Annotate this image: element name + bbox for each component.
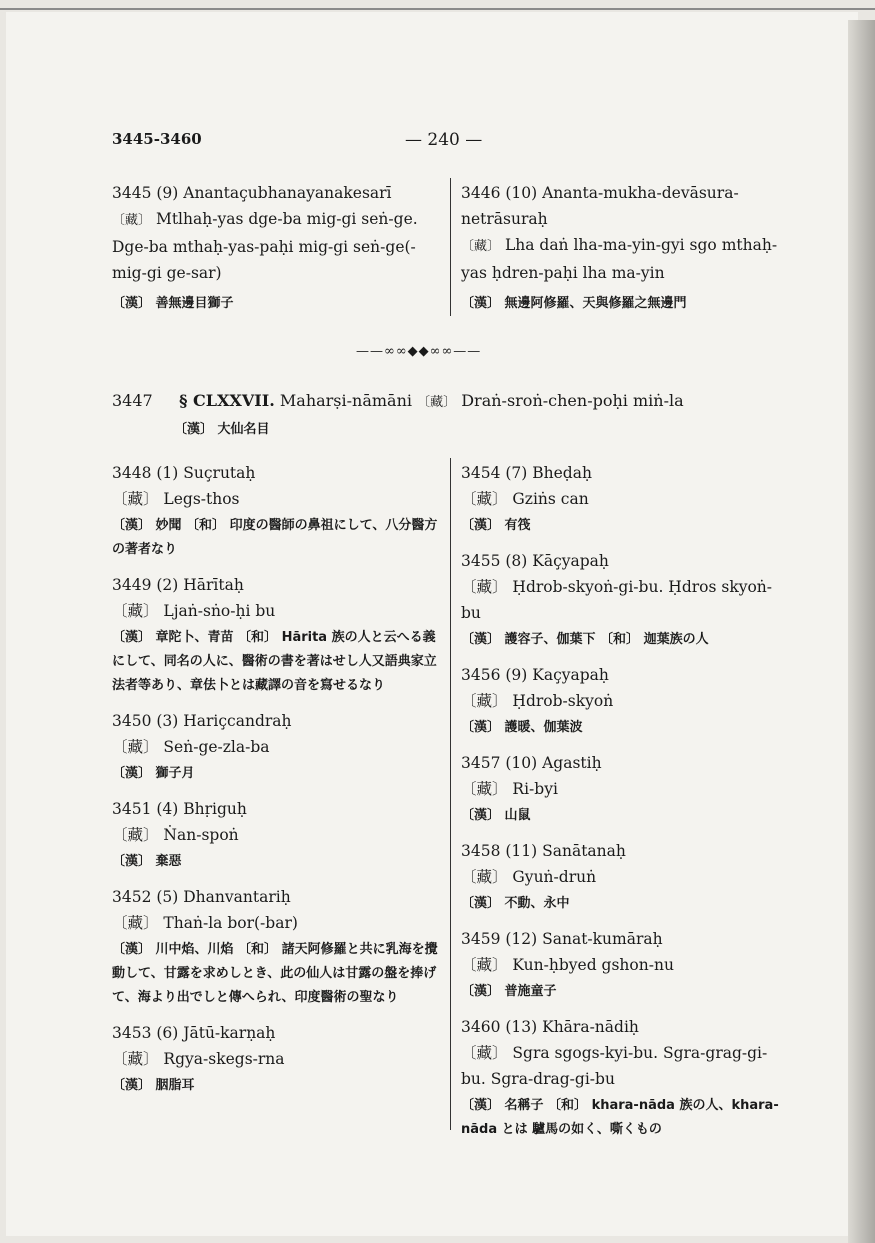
entry-chinese: 〔漢〕 護容子、伽葉下 〔和〕 迦葉族の人 — [461, 632, 709, 647]
section-heading — [112, 388, 684, 442]
list-item — [461, 750, 791, 828]
entry-tibetan: 〔藏〕 Ljaṅ-sṅo-ḥi bu — [112, 602, 276, 620]
entry-chinese: 〔漢〕 獅子月 — [112, 766, 195, 781]
entry-head: 3453 (6) Jātū-karṇaḥ — [112, 1024, 276, 1042]
entry-tibetan: 〔藏〕 Sgra sgogs-kyi-bu. Sgra-grag-gi-bu. Sgra-drag-gi-bu — [461, 1044, 768, 1088]
list-item — [112, 1020, 440, 1098]
entry-head: 3456 (9) Kaçyapaḥ — [461, 666, 609, 684]
section-title: § CLXXVII. — [179, 391, 275, 410]
entry-head: 3448 (1) Suçrutaḥ — [112, 464, 256, 482]
list-item — [112, 708, 440, 786]
section-number: 3447 — [112, 391, 153, 410]
left-column — [112, 460, 440, 1108]
list-item — [461, 548, 791, 652]
entry-tibetan: 〔藏〕 Ṅan-spoṅ — [112, 826, 239, 844]
list-item — [461, 662, 791, 740]
tibetan-label: 〔藏〕 — [112, 213, 152, 228]
top-left-entry — [112, 180, 442, 316]
top-right-entry — [461, 180, 791, 316]
entry-chinese: 〔漢〕 名稱子 〔和〕 khara-nāda 族の人、khara-nāda とは 驢馬の如く、嘶くもの — [461, 1098, 779, 1137]
entry-tibetan: 〔藏〕 Ri-byi — [461, 780, 558, 798]
entry-tibetan: 〔藏〕 Gziṅs can — [461, 490, 589, 508]
entry-head: 3457 (10) Agastiḥ — [461, 754, 602, 772]
list-item — [461, 1014, 791, 1142]
entry-chinese: 〔漢〕 護暖、伽葉波 — [461, 720, 583, 735]
tibetan-text: Mtlhaḥ-yas dge-ba mig-gi seṅ-ge. Dge-ba mthaḥ-yas-paḥi mig-gi seṅ-ge(-mig-gi ge-sar) — [112, 210, 418, 282]
entry-range: 3445-3460 — [112, 130, 202, 148]
top-scan-line — [0, 8, 875, 10]
tibetan-text: Draṅ-sroṅ-chen-poḥi miṅ-la — [461, 391, 684, 410]
entry-head: 3452 (5) Dhanvantariḥ — [112, 888, 291, 906]
list-item — [112, 460, 440, 562]
section-chinese: 〔漢〕 大仙名目 — [174, 422, 270, 437]
entry-tibetan: 〔藏〕 Ḥdrob-skyoṅ-gi-bu. Ḥdros skyoṅ-bu — [461, 578, 773, 622]
entry-tibetan: 〔藏〕 Seṅ-ge-zla-ba — [112, 738, 270, 756]
section-ornament: ——∞∞◆◆∞∞—— — [356, 344, 482, 359]
entry-chinese: 〔漢〕 章陀卜、青苗 〔和〕 Hārita 族の人と云へる義にして、同名の人に、醫術の書を著はせし人又語典家立法者等あり、章佉卜とは藏譯の音を寫せるなり — [112, 630, 437, 693]
entry-tibetan: 〔藏〕 Gyuṅ-druṅ — [461, 868, 597, 886]
entry-head: 3460 (13) Khāra-nādiḥ — [461, 1018, 639, 1036]
entry-chinese: 〔漢〕 普施童子 — [461, 984, 557, 999]
entry-tibetan: 〔藏〕 Ḥdrob-skyoṅ — [461, 692, 614, 710]
tibetan-text: Lha daṅ lha-ma-yin-gyi sgo mthaḥ-yas ḥdren-paḥi lha ma-yin — [461, 236, 778, 282]
entry-head: 3449 (2) Hārītaḥ — [112, 576, 244, 594]
entry-chinese: 〔漢〕 有筏 — [461, 518, 531, 533]
chinese-text: 〔漢〕 無邊阿修羅、天與修羅之無邊門 — [461, 296, 687, 311]
entry-head: 3450 (3) Hariçcandraḥ — [112, 712, 292, 730]
entry-chinese: 〔漢〕 不動、永中 — [461, 896, 570, 911]
list-item — [461, 926, 791, 1004]
entry-head: 3446 (10) Ananta-mukha-devāsura-netrāsuraḥ — [461, 184, 739, 228]
entry-head: 3451 (4) Bhṛiguḥ — [112, 800, 247, 818]
section-name: Maharṣi-nāmāni — [279, 391, 413, 410]
list-item — [112, 884, 440, 1010]
entry-head: 3458 (11) Sanātanaḥ — [461, 842, 626, 860]
tibetan-label: 〔藏〕 — [417, 395, 457, 410]
entry-tibetan: 〔藏〕 Rgya-skegs-rna — [112, 1050, 285, 1068]
entry-tibetan: 〔藏〕 Thaṅ-la bor(-bar) — [112, 914, 298, 932]
column-divider-top — [450, 178, 451, 316]
entry-head: 3459 (12) Sanat-kumāraḥ — [461, 930, 663, 948]
entry-chinese: 〔漢〕 胭脂耳 — [112, 1078, 195, 1093]
entry-chinese: 〔漢〕 川中焰、川焰 〔和〕 諸天阿修羅と共に乳海を攪動して、甘露を求めしとき、此の仙人は甘露の盤を捧げて、海より出でしと傳へられ、印度醫術の聖なり — [112, 942, 438, 1005]
entry-chinese: 〔漢〕 棄惡 — [112, 854, 182, 869]
list-item — [461, 460, 791, 538]
entry-head: 3445 (9) Anantaçubhanayanakesarī — [112, 184, 392, 202]
list-item — [112, 572, 440, 698]
chinese-text: 〔漢〕 善無邊目獅子 — [112, 296, 234, 311]
entry-chinese: 〔漢〕 山鼠 — [461, 808, 531, 823]
entry-head: 3455 (8) Kāçyapaḥ — [461, 552, 609, 570]
page-number: — 240 — — [405, 130, 483, 150]
entry-chinese: 〔漢〕 妙聞 〔和〕 印度の醫師の鼻祖にして、八分醫方の著者なり — [112, 518, 438, 557]
right-column — [461, 460, 791, 1152]
page-edge-shadow — [848, 20, 875, 1243]
tibetan-label: 〔藏〕 — [461, 239, 501, 254]
entry-tibetan: 〔藏〕 Legs-thos — [112, 490, 240, 508]
entry-head: 3454 (7) Bheḍaḥ — [461, 464, 592, 482]
list-item — [461, 838, 791, 916]
entry-tibetan: 〔藏〕 Kun-ḥbyed gshon-nu — [461, 956, 674, 974]
column-divider-main — [450, 458, 451, 1130]
list-item — [112, 796, 440, 874]
